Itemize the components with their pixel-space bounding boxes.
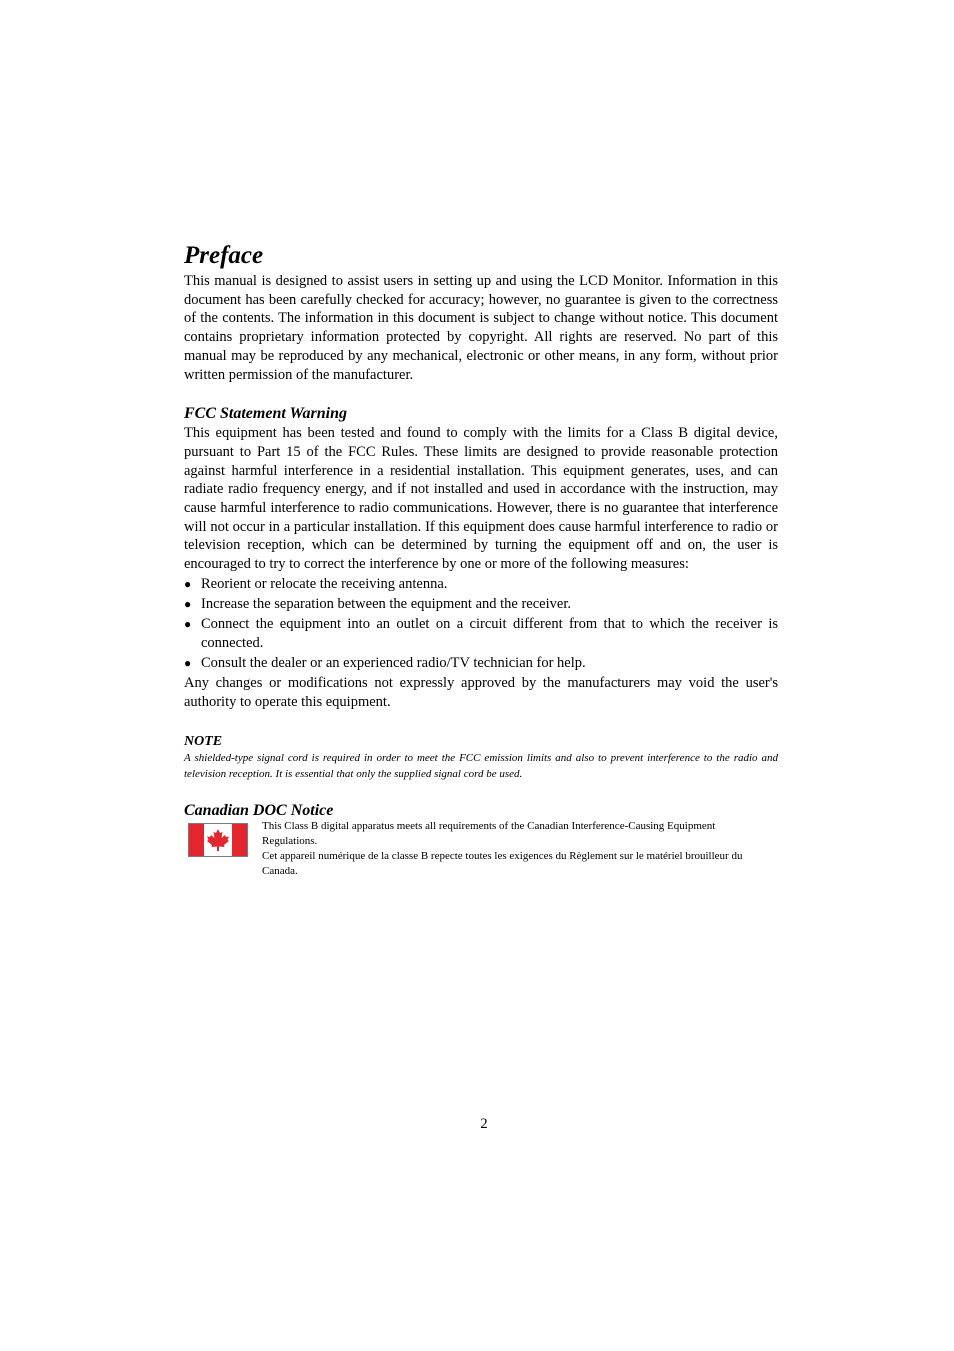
bullet-icon: ● [184,596,192,611]
list-item: ● Connect the equipment into an outlet on a circuit different from that to which the receiver is connected. [184,616,778,651]
document-content [184,240,778,879]
bullet-icon: ● [184,617,192,632]
preface-body: This manual is designed to assist users in setting up and using the LCD Monitor. Information in this document has been carefully checked for accuracy; however, no guarantee is given to the correctness of the contents. The information in this document is subject to change without notice. This document contains proprietary information protected by copyright. All rights are reserved. No part of this manual may be reproduced by any mechanical, electronic or other means, in any form, without prior written permission of the manufacturer. [184,273,778,383]
canadian-doc-text [262,819,762,879]
preface-title: Preface [184,242,264,269]
bullet-icon: ● [184,655,192,670]
canada-flag-icon [188,823,248,857]
canadian-doc-notice [184,821,778,879]
fcc-body: This equipment has been tested and found to comply with the limits for a Class B digital device, pursuant to Part 15 of the FCC Rules. These limits are designed to provide reasonable protection against harmful interference in a residential installation. This equipment generates, uses, and can radiate radio frequency energy, and if not installed and used in accordance with the instruction, may cause harmful interference to radio communications. However, there is no guarantee that interference will not occur in a particular installation. If this equipment does cause harmful interference to radio or television reception, which can be determined by turning the equipment off and on, the user is encouraged to try to correct the interference by one or more of the following measures: [184,425,778,573]
canadian-doc-heading: Canadian DOC Notice [184,802,334,820]
fcc-measures-list [184,575,778,673]
list-item: ● Reorient or relocate the receiving antenna. [184,575,448,592]
bullet-icon: ● [184,576,192,591]
canadian-doc-french: Cet appareil numérique de la classe B repecte toutes les exigences du Règlement sur le matériel brouilleur du Canada. [262,850,743,878]
canadian-doc-english: This Class B digital apparatus meets all requirements of the Canadian Interference-Causing Equipment Regulations. [262,820,716,848]
fcc-heading: FCC Statement Warning [184,405,348,423]
note-body: A shielded-type signal cord is required in order to meet the FCC emission limits and also to prevent interference to the radio and television reception. It is essential that only the supplied signal cord be used. [184,752,778,780]
note-heading: NOTE [184,734,223,750]
list-item: ● Increase the separation between the equipment and the receiver. [184,595,571,612]
page-number: 2 [480,1116,488,1132]
fcc-closing: Any changes or modifications not expressly approved by the manufacturers may void the user's authority to operate this equipment. [184,674,778,710]
list-item: ● Consult the dealer or an experienced radio/TV technician for help. [184,654,586,671]
